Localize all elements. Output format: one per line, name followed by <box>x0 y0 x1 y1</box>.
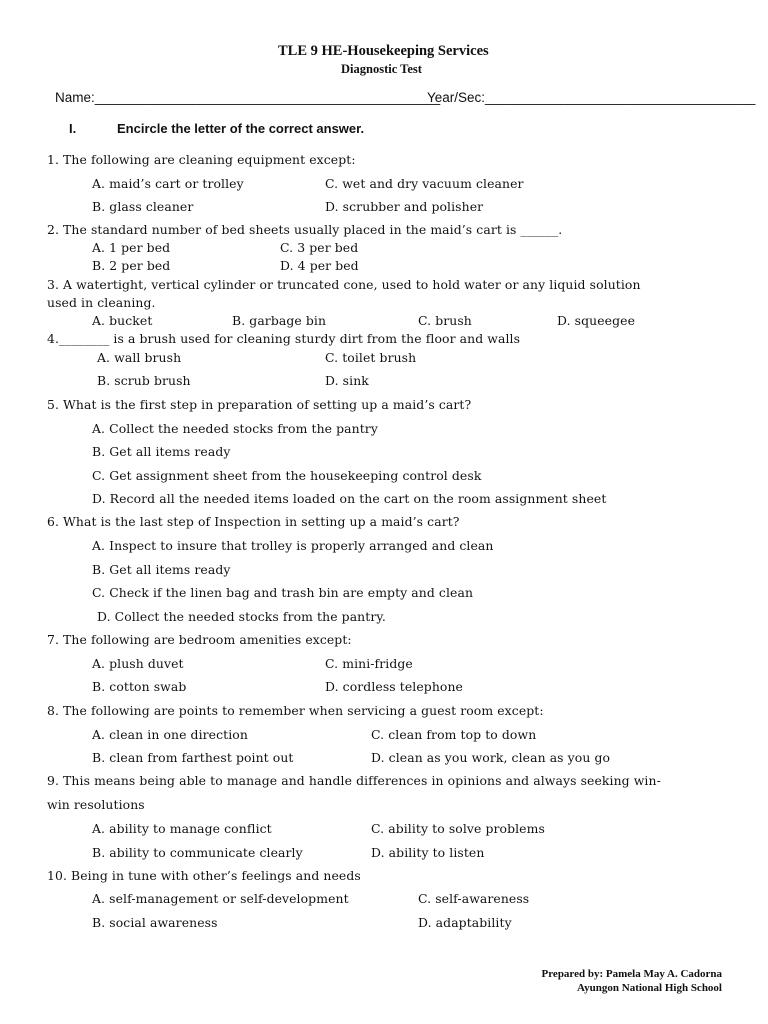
q8-choice-c[interactable]: C. clean from top to down <box>371 727 537 742</box>
q10-choice-a[interactable]: A. self-management or self-development <box>92 891 349 906</box>
q1-choice-b[interactable]: B. glass cleaner <box>92 199 194 214</box>
question-5-stem: 5. What is the first step in preparation of setting up a maid’s cart? <box>47 397 472 412</box>
q4-choice-b[interactable]: B. scrub brush <box>97 373 191 388</box>
q3-choice-d[interactable]: D. squeegee <box>557 313 636 328</box>
q2-choice-d[interactable]: D. 4 per bed <box>280 258 359 273</box>
q2-choice-a[interactable]: A. 1 per bed <box>92 240 171 255</box>
question-6-stem: 6. What is the last step of Inspection in setting up a maid’s cart? <box>47 514 460 529</box>
q6-choice-d[interactable]: D. Collect the needed stocks from the pantry. <box>97 609 386 624</box>
q9-choice-a[interactable]: A. ability to manage conflict <box>92 821 272 836</box>
q4-choice-a[interactable]: A. wall brush <box>97 350 182 365</box>
q10-choice-c[interactable]: C. self-awareness <box>418 891 530 906</box>
question-2-stem: 2. The standard number of bed sheets usually placed in the maid’s cart is ______. <box>47 222 563 237</box>
q3-choice-b[interactable]: B. garbage bin <box>232 313 327 328</box>
q2-choice-b[interactable]: B. 2 per bed <box>92 258 171 273</box>
question-7-stem: 7. The following are bedroom amenities except: <box>47 632 352 647</box>
q7-choice-b[interactable]: B. cotton swab <box>92 679 187 694</box>
q4-choice-c[interactable]: C. toilet brush <box>325 350 417 365</box>
q8-choice-d[interactable]: D. clean as you work, clean as you go <box>371 750 611 765</box>
q5-choice-b[interactable]: B. Get all items ready <box>92 444 231 459</box>
q5-choice-c[interactable]: C. Get assignment sheet from the housekeeping control desk <box>92 468 482 483</box>
section-instruction: Encircle the letter of the correct answer. <box>117 121 365 136</box>
q6-choice-b[interactable]: B. Get all items ready <box>92 562 231 577</box>
question-10-stem: 10. Being in tune with other’s feelings and needs <box>47 868 361 883</box>
q10-choice-d[interactable]: D. adaptability <box>418 915 512 930</box>
q7-choice-a[interactable]: A. plush duvet <box>92 656 184 671</box>
year-section-field[interactable]: Year/Sec:____________________________________ <box>427 90 756 105</box>
school-name: Ayungon National High School <box>577 982 722 994</box>
q4-choice-d[interactable]: D. sink <box>325 373 369 388</box>
q2-choice-c[interactable]: C. 3 per bed <box>280 240 359 255</box>
q3-choice-c[interactable]: C. brush <box>418 313 472 328</box>
question-4-stem: 4.________ is a brush used for cleaning sturdy dirt from the floor and walls <box>47 331 521 346</box>
q10-choice-b[interactable]: B. social awareness <box>92 915 218 930</box>
q5-choice-d[interactable]: D. Record all the needed items loaded on the cart on the room assignment sheet <box>92 491 607 506</box>
q7-choice-d[interactable]: D. cordless telephone <box>325 679 463 694</box>
q8-choice-b[interactable]: B. clean from farthest point out <box>92 750 294 765</box>
q1-choice-d[interactable]: D. scrubber and polisher <box>325 199 484 214</box>
question-8-stem: 8. The following are points to remember when servicing a guest room except: <box>47 703 544 718</box>
prepared-by: Prepared by: Pamela May A. Cadorna <box>541 968 722 980</box>
document-title: TLE 9 HE-Housekeeping Services <box>278 43 489 59</box>
q5-choice-a[interactable]: A. Collect the needed stocks from the pantry <box>92 421 378 436</box>
q9-choice-b[interactable]: B. ability to communicate clearly <box>92 845 303 860</box>
q8-choice-a[interactable]: A. clean in one direction <box>92 727 248 742</box>
q6-choice-c[interactable]: C. Check if the linen bag and trash bin are empty and clean <box>92 585 474 600</box>
question-3-stem-line-1: 3. A watertight, vertical cylinder or truncated cone, used to hold water or any liquid solution <box>47 277 641 292</box>
q7-choice-c[interactable]: C. mini-fridge <box>325 656 413 671</box>
q9-choice-d[interactable]: D. ability to listen <box>371 845 485 860</box>
q3-choice-a[interactable]: A. bucket <box>92 313 153 328</box>
name-field[interactable]: Name:______________________________________________ <box>55 90 441 105</box>
document-subtitle: Diagnostic Test <box>341 62 422 76</box>
q6-choice-a[interactable]: A. Inspect to insure that trolley is properly arranged and clean <box>92 538 494 553</box>
q1-choice-c[interactable]: C. wet and dry vacuum cleaner <box>325 176 524 191</box>
question-9-stem-line-1: 9. This means being able to manage and handle differences in opinions and always seeking win- <box>47 773 661 788</box>
question-3-stem-line-2: used in cleaning. <box>47 295 156 310</box>
question-1-stem: 1. The following are cleaning equipment except: <box>47 152 356 167</box>
q9-choice-c[interactable]: C. ability to solve problems <box>371 821 545 836</box>
q1-choice-a[interactable]: A. maid’s cart or trolley <box>92 176 244 191</box>
question-9-stem-line-2: win resolutions <box>47 797 145 812</box>
section-number: I. <box>69 121 77 136</box>
